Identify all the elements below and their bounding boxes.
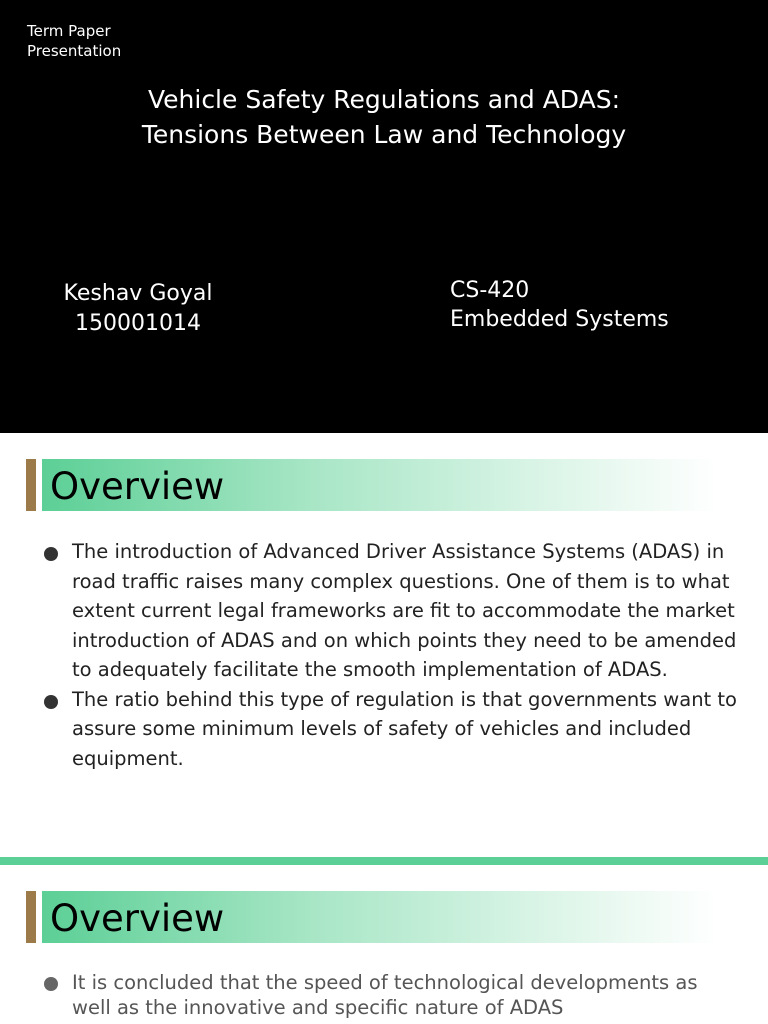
course-block — [450, 276, 669, 334]
heading-accent — [26, 459, 36, 511]
title-slide — [0, 0, 768, 433]
heading-bar — [26, 891, 720, 943]
slide-heading: Overview — [50, 465, 225, 508]
slide-divider — [0, 857, 768, 865]
author-name: Keshav Goyal — [63, 281, 213, 306]
term-paper-label — [27, 21, 121, 61]
author-block — [48, 279, 228, 339]
title-line-1: Vehicle Safety Regulations and ADAS: — [147, 85, 621, 114]
bullet-list — [42, 537, 742, 773]
bullet-icon — [44, 695, 58, 709]
bullet-icon — [44, 977, 58, 991]
bullet-icon — [44, 547, 58, 561]
title-line-2: Tensions Between Law and Technology — [141, 120, 627, 149]
label-line-2: Presentation — [27, 42, 122, 60]
bullet-text: The introduction of Advanced Driver Assistance Systems (ADAS) in road traffic raises many complex questions. One of them is to what extent current legal frameworks are fit to accommodate the market introduction of ADAS and on which points they need to be amended to adequately facilitate the smooth implementation of ADAS. — [72, 540, 737, 681]
bullet-item — [42, 537, 742, 685]
bullet-item — [42, 685, 742, 774]
slide-heading: Overview — [50, 897, 225, 940]
heading-accent — [26, 891, 36, 943]
label-line-1: Term Paper — [27, 22, 111, 40]
bullet-text: It is concluded that the speed of technological developments as well as the innovative and specific nature of ADAS — [72, 971, 698, 1019]
heading-bar — [26, 459, 720, 511]
author-id: 150001014 — [75, 311, 201, 336]
presentation-title — [0, 82, 768, 152]
bullet-item — [42, 970, 742, 1020]
overview-slide-2 — [0, 865, 768, 1024]
overview-slide — [0, 433, 768, 857]
bullet-text: The ratio behind this type of regulation is that governments want to assure some minimum levels of safety of vehicles and included equipment. — [72, 687, 737, 770]
bullet-list — [42, 970, 742, 1020]
course-name: Embedded Systems — [450, 307, 669, 332]
course-code: CS-420 — [450, 278, 530, 303]
